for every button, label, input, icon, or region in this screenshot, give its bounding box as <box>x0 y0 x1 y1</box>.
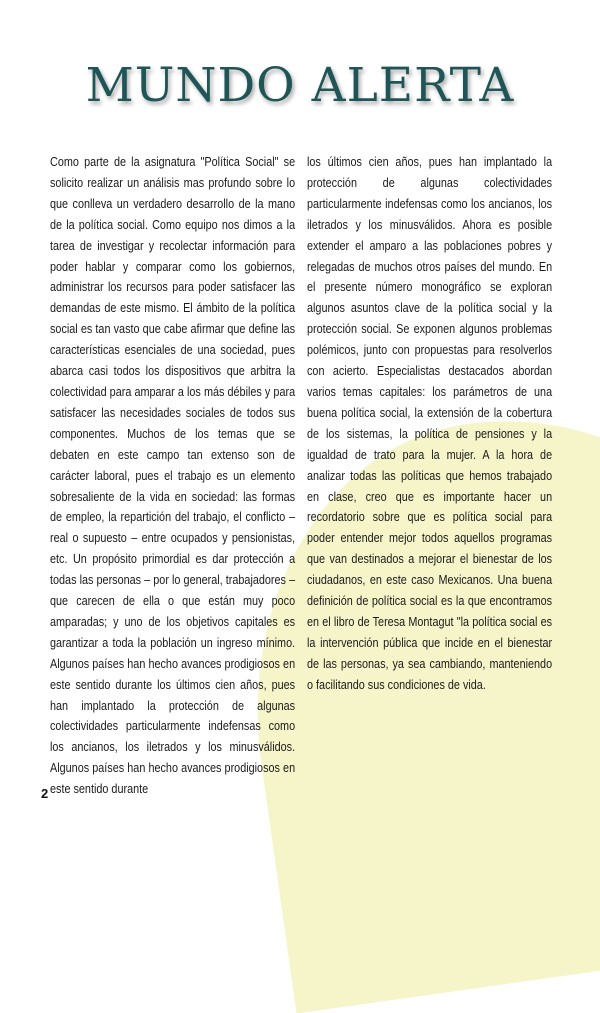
page-title: MUNDO ALERTA <box>85 58 515 113</box>
body-text-right-column: los últimos cien años, pues han implantado la protección de algunas colectividades particularmente indefensas como los ancianos, los iletrados y los minusválidos. Ahora es posible extender el amparo a las poblaciones pobres y relegadas de muchos otros países del mundo. En el presente número monográfico se exploran algunos asuntos clave de la política social y la protección social. Se exponen algunos problemas polémicos, junto con propuestas para resolverlos con acierto. Especialistas destacados abordan varios temas capitales: los parámetros de una buena política social, la extensión de la cobertura de los sistemas, la política de pensiones y la igualdad de trato para la mujer. A la hora de analizar todas las políticas que hemos trabajado en clase, creo que es importante hacer un recordatorio sobre que es política social para poder entender mejor todos aquellos programas que van destinados a mejorar el bienestar de los ciudadanos, en este caso Mexicanos. Una buena definición de política social es la que encontramos en el libro de Teresa Montagut "la política social es la intervención pública que incide en el bienestar de las personas, ya sea cambiando, manteniendo o facilitando sus condiciones de vida. <box>307 155 553 692</box>
body-text-left-column: Como parte de la asignatura "Política Social" se solicito realizar un análisis mas profundo sobre lo que conlleva un verdadero desarrollo de la mano de la política social. Como equipo nos dimos a la tarea de investigar y recolectar información para poder hablar y comparar como los gobiernos, administrar los recursos para poder satisfacer las demandas de este mismo. El ámbito de la política social es tan vasto que cabe afirmar que define las características esenciales de una sociedad, pues abarca casi todos los dispositivos que arbitra la colectividad para amparar a los más débiles y para satisfacer las necesidades sociales de todos sus componentes. Muchos de los temas que se debaten en este campo tan extenso son de carácter laboral, pues el trabajo es un elemento sobresaliente de la vida en sociedad: las formas de empleo, la repartición del trabajo, el conflicto – real o supuesto – entre ocupados y pensionistas, etc. Un propósito primordial es dar protección a todas las personas – por lo general, trabajadores – que carecen de ella o que están muy poco amparadas; y uno de los objetivos capitales es garantizar a toda la población un ingreso mínimo. Algunos países han hecho avances prodigiosos en este sentido durante los últimos cien años, pues han implantado la protección de algunas colectividades particularmente indefensas como los ancianos, los iletrados y los minusválidos. Algunos países han hecho avances prodigiosos en este sentido durante <box>50 155 296 797</box>
page-number: 2 <box>41 786 49 801</box>
